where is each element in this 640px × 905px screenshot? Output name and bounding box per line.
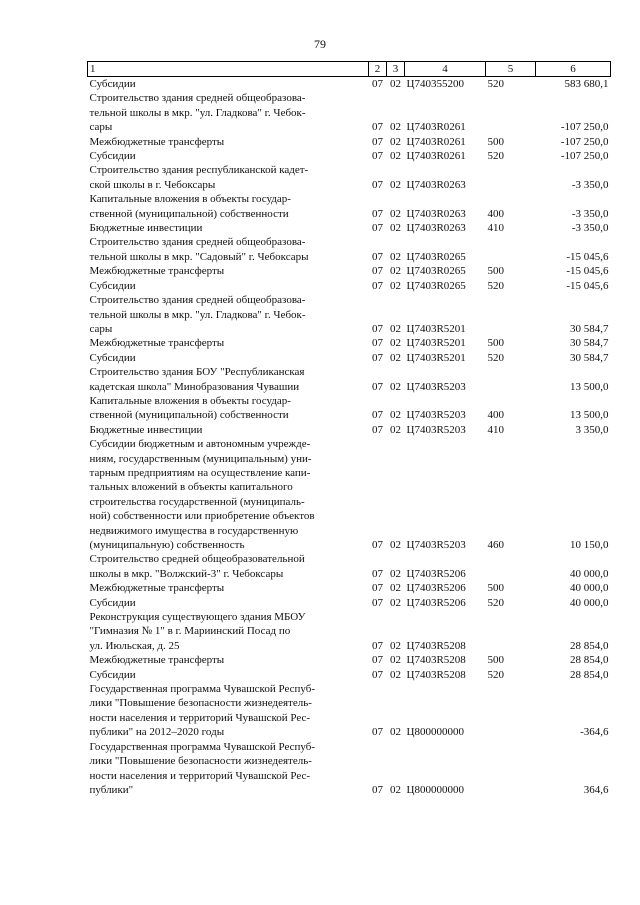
row-name: Строительство здания республиканской кадет- ской школы в г. Чебоксары	[89, 164, 309, 191]
row-target-code: Ц7403R5203	[406, 423, 466, 436]
row-subsection: 02	[390, 337, 401, 350]
table-row	[88, 610, 611, 653]
row-section: 07	[372, 639, 383, 652]
row-amount: -15 045,6	[566, 279, 609, 292]
row-subsection: 02	[390, 150, 401, 163]
row-amount: -364,6	[580, 726, 609, 739]
row-target-code: Ц7403R5201	[406, 351, 466, 364]
table-row	[88, 682, 611, 740]
row-target-code: Ц7403R5201	[406, 337, 466, 350]
row-expense-type	[486, 740, 536, 798]
row-amount: 30 584,7	[570, 322, 609, 335]
row-subsection: 02	[390, 409, 401, 422]
row-name: Субсидии	[89, 150, 136, 163]
row-name: Субсидии	[89, 78, 136, 90]
row-section: 07	[372, 539, 383, 551]
row-name: Субсидии бюджетным и автономным учрежде- ниям, государственным (муниципальным) уни- тарным предприятиям на осуществление капи- тальных вложений в объекты капитального строительства государственной (муниципаль- ной) собственности или приобретение объектов недвижимого имущества в государственную (муниципальную) собственность	[89, 438, 315, 551]
row-subsection: 02	[390, 726, 401, 739]
row-subsection: 02	[390, 539, 401, 551]
table-row	[88, 77, 611, 92]
table-header-row	[88, 62, 611, 77]
row-expense-type: 520	[487, 279, 504, 292]
table-body	[88, 77, 611, 798]
row-expense-type	[486, 163, 536, 192]
row-name: Строительство здания БОУ "Республиканская кадетская школа" Минобразования Чувашии	[89, 366, 305, 393]
row-expense-type	[486, 365, 536, 394]
row-section: 07	[372, 567, 383, 580]
row-subsection: 02	[390, 596, 401, 609]
table-row	[88, 423, 611, 437]
row-name: Капитальные вложения в объекты государ- ственной (муниципальной) собственности	[89, 193, 291, 220]
row-amount: -3 350,0	[571, 178, 609, 191]
table-row	[88, 740, 611, 798]
row-subsection: 02	[390, 783, 401, 796]
row-section: 07	[372, 668, 383, 681]
row-section: 07	[372, 337, 383, 350]
row-section: 07	[372, 322, 383, 335]
row-subsection: 02	[390, 639, 401, 652]
row-expense-type: 500	[487, 582, 504, 595]
row-section: 07	[372, 121, 383, 134]
row-expense-type: 520	[487, 351, 504, 364]
row-section: 07	[372, 207, 383, 220]
row-section: 07	[372, 380, 383, 393]
header-col-2: 2	[369, 62, 387, 77]
row-subsection: 02	[390, 265, 401, 278]
row-name: Субсидии	[89, 596, 136, 609]
row-target-code: Ц7403R5208	[406, 654, 466, 667]
row-amount: -15 045,6	[566, 265, 609, 278]
row-name: Строительство здания средней общеобразова- тельной школы в мкр. "ул. Гладкова" г. Чебок- сары	[89, 92, 306, 134]
row-name: Межбюджетные трансферты	[89, 337, 225, 350]
row-amount: 28 854,0	[570, 639, 609, 652]
row-name: Бюджетные инвестиции	[89, 222, 203, 235]
row-name: Государственная программа Чувашской Респуб- лики "Повышение безопасности жизнедеятель- ности населения и территорий Чувашской Рес- публики"	[89, 740, 315, 796]
row-expense-type: 410	[487, 222, 504, 235]
row-section: 07	[372, 351, 383, 364]
row-section: 07	[372, 582, 383, 595]
row-name: Субсидии	[89, 668, 136, 681]
row-amount: 10 150,0	[570, 539, 609, 551]
row-target-code: Ц7403R5208	[406, 639, 466, 652]
row-expense-type	[486, 552, 536, 581]
row-target-code: Ц740355200	[406, 78, 464, 90]
row-target-code: Ц7403R0265	[406, 250, 466, 263]
row-target-code: Ц800000000	[406, 726, 464, 739]
row-expense-type: 520	[487, 668, 504, 681]
row-subsection: 02	[390, 380, 401, 393]
table-row	[88, 91, 611, 134]
row-amount: 28 854,0	[570, 668, 609, 681]
table-row	[88, 235, 611, 264]
row-expense-type: 400	[487, 409, 504, 422]
page-number: 79	[314, 37, 326, 51]
row-name: Субсидии	[89, 279, 136, 292]
row-name: Субсидии	[89, 351, 136, 364]
row-subsection: 02	[390, 178, 401, 191]
row-subsection: 02	[390, 135, 401, 148]
row-amount: 40 000,0	[570, 567, 609, 580]
row-expense-type: 500	[487, 265, 504, 278]
row-section: 07	[372, 783, 383, 796]
row-target-code: Ц7403R5203	[406, 539, 466, 551]
row-expense-type	[486, 91, 536, 134]
row-section: 07	[372, 250, 383, 263]
budget-table	[87, 61, 611, 797]
row-section: 07	[372, 222, 383, 235]
table-row	[88, 365, 611, 394]
row-expense-type: 500	[487, 654, 504, 667]
row-expense-type	[486, 610, 536, 653]
row-amount: 30 584,7	[570, 351, 609, 364]
row-target-code: Ц7403R5203	[406, 409, 466, 422]
row-name: Строительство здания средней общеобразова- тельной школы в мкр. "Садовый" г. Чебоксары	[89, 236, 309, 263]
table-row	[88, 336, 611, 350]
row-target-code: Ц7403R0263	[406, 222, 466, 235]
header-col-4: 4	[405, 62, 486, 77]
row-amount: 40 000,0	[570, 596, 609, 609]
row-amount: 3 350,0	[575, 423, 609, 436]
row-subsection: 02	[390, 423, 401, 436]
row-section: 07	[372, 409, 383, 422]
table-row	[88, 221, 611, 235]
row-target-code: Ц7403R0263	[406, 178, 466, 191]
row-section: 07	[372, 726, 383, 739]
row-amount: -3 350,0	[571, 207, 609, 220]
row-expense-type: 520	[487, 78, 504, 90]
row-target-code: Ц7403R5208	[406, 668, 466, 681]
row-subsection: 02	[390, 279, 401, 292]
row-name: Межбюджетные трансферты	[89, 265, 225, 278]
row-target-code: Ц7403R0261	[406, 121, 466, 134]
table-row	[88, 552, 611, 581]
header-col-1: 1	[88, 62, 369, 77]
table-row	[88, 293, 611, 336]
row-amount: 13 500,0	[570, 380, 609, 393]
row-expense-type	[486, 293, 536, 336]
row-amount: -107 250,0	[560, 150, 609, 163]
row-name: Строительство средней общеобразовательной школы в мкр. "Волжский-3" г. Чебоксары	[89, 553, 305, 580]
table-row	[88, 581, 611, 595]
header-col-5: 5	[486, 62, 536, 77]
table-row	[88, 135, 611, 149]
row-target-code: Ц7403R5206	[406, 596, 466, 609]
row-amount: 40 000,0	[570, 582, 609, 595]
row-target-code: Ц7403R5206	[406, 567, 466, 580]
table-row	[88, 351, 611, 365]
row-amount: -107 250,0	[560, 135, 609, 148]
table-row	[88, 437, 611, 552]
row-expense-type	[486, 682, 536, 740]
row-subsection: 02	[390, 668, 401, 681]
row-amount: 30 584,7	[570, 337, 609, 350]
header-col-3: 3	[387, 62, 405, 77]
row-expense-type: 460	[487, 539, 504, 551]
row-subsection: 02	[390, 207, 401, 220]
row-expense-type	[486, 235, 536, 264]
row-expense-type: 500	[487, 135, 504, 148]
row-amount: 583 680,1	[564, 78, 609, 90]
table-row	[88, 279, 611, 293]
table-row	[88, 264, 611, 278]
header-col-6: 6	[536, 62, 611, 77]
row-name: Капитальные вложения в объекты государ- ственной (муниципальной) собственности	[89, 394, 291, 422]
table-row	[88, 149, 611, 163]
row-section: 07	[372, 279, 383, 292]
row-expense-type: 520	[487, 150, 504, 163]
table-row	[88, 192, 611, 221]
row-subsection: 02	[390, 567, 401, 580]
row-subsection: 02	[390, 121, 401, 134]
row-subsection: 02	[390, 250, 401, 263]
row-amount: 28 854,0	[570, 654, 609, 667]
row-target-code: Ц7403R5203	[406, 380, 466, 393]
row-section: 07	[372, 135, 383, 148]
row-section: 07	[372, 596, 383, 609]
row-section: 07	[372, 150, 383, 163]
row-name: Государственная программа Чувашской Респуб- лики "Повышение безопасности жизнедеятель- ности населения и территорий Чувашской Рес- публики" на 2012–2020 годы	[89, 683, 315, 739]
row-section: 07	[372, 178, 383, 191]
row-subsection: 02	[390, 322, 401, 335]
row-expense-type: 410	[487, 423, 504, 436]
row-expense-type: 500	[487, 337, 504, 350]
row-section: 07	[372, 78, 383, 90]
table-row	[88, 394, 611, 423]
row-target-code: Ц7403R5201	[406, 322, 466, 335]
row-target-code: Ц7403R0265	[406, 279, 466, 292]
row-expense-type: 400	[487, 207, 504, 220]
table-row	[88, 596, 611, 610]
row-subsection: 02	[390, 351, 401, 364]
table-row	[88, 163, 611, 192]
row-subsection: 02	[390, 78, 401, 90]
row-amount: -3 350,0	[571, 222, 609, 235]
table-row	[88, 653, 611, 667]
row-name: Межбюджетные трансферты	[89, 654, 225, 667]
row-target-code: Ц7403R5206	[406, 582, 466, 595]
row-section: 07	[372, 265, 383, 278]
row-target-code: Ц7403R0261	[406, 135, 466, 148]
row-target-code: Ц7403R0261	[406, 150, 466, 163]
row-name: Реконструкция существующего здания МБОУ "Гимназия № 1" в г. Мариинский Посад по ул. Июльская, д. 25	[89, 611, 306, 652]
row-name: Бюджетные инвестиции	[89, 423, 203, 436]
table-row	[88, 668, 611, 682]
row-amount: 364,6	[583, 783, 609, 796]
row-name: Межбюджетные трансферты	[89, 135, 225, 148]
row-subsection: 02	[390, 582, 401, 595]
row-target-code: Ц7403R0263	[406, 207, 466, 220]
row-target-code: Ц800000000	[406, 783, 464, 796]
row-subsection: 02	[390, 654, 401, 667]
row-section: 07	[372, 423, 383, 436]
row-subsection: 02	[390, 222, 401, 235]
row-name: Строительство здания средней общеобразова- тельной школы в мкр. "ул. Гладкова" г. Чебок- сары	[89, 294, 306, 335]
row-amount: -107 250,0	[560, 121, 609, 134]
row-name: Межбюджетные трансферты	[89, 582, 225, 595]
row-section: 07	[372, 654, 383, 667]
row-amount: -15 045,6	[566, 250, 609, 263]
row-amount: 13 500,0	[570, 409, 609, 422]
row-expense-type: 520	[487, 596, 504, 609]
row-target-code: Ц7403R0265	[406, 265, 466, 278]
